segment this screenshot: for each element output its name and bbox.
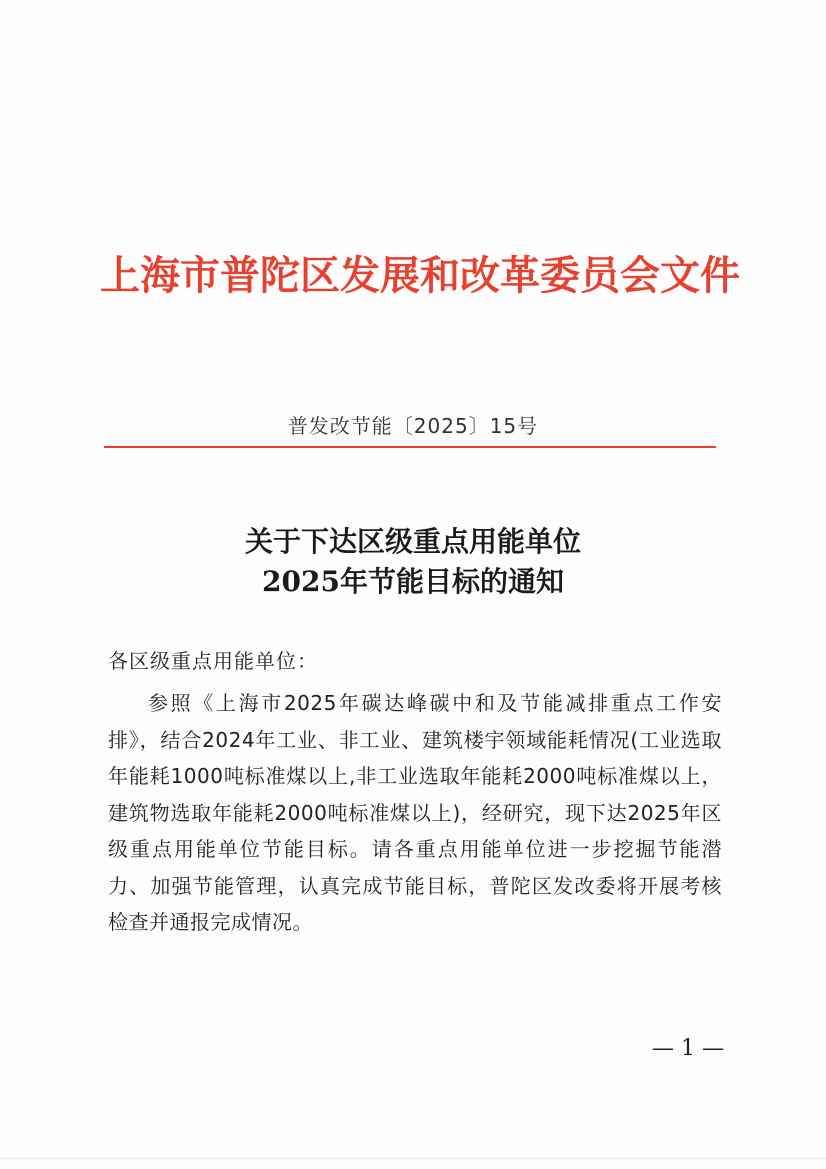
page-bottom-edge: [0, 1158, 826, 1159]
notice-title: [0, 522, 826, 602]
document-number: 普发改节能〔2025〕15号: [287, 414, 539, 438]
red-divider-line: [104, 446, 716, 448]
page-number: — 1 —: [652, 1036, 724, 1061]
body-paragraph: 参照《上海市2025年碳达峰碳中和及节能减排重点工作安排》，结合2024年工业、非工业、建筑楼宇领域能耗情况(工业选取年能耗1000吨标准煤以上,非工业选取年能耗2000吨标准煤以上，建筑物选取年能耗2000吨标准煤以上)，经研究，现下达2025年区级重点用能单位节能目标。请各重点用能单位进一步挖掘节能潜力、加强节能管理，认真完成节能目标，普陀区发改委将开展考核检查并通报完成情况。: [108, 691, 722, 934]
issuing-authority-header: 上海市普陀区发展和改革委员会文件: [100, 252, 740, 299]
addressee: 各区级重点用能单位：: [108, 649, 318, 673]
notice-title-line-1: 关于下达区级重点用能单位: [244, 525, 581, 558]
notice-title-line-2: 2025年节能目标的通知: [262, 565, 564, 598]
